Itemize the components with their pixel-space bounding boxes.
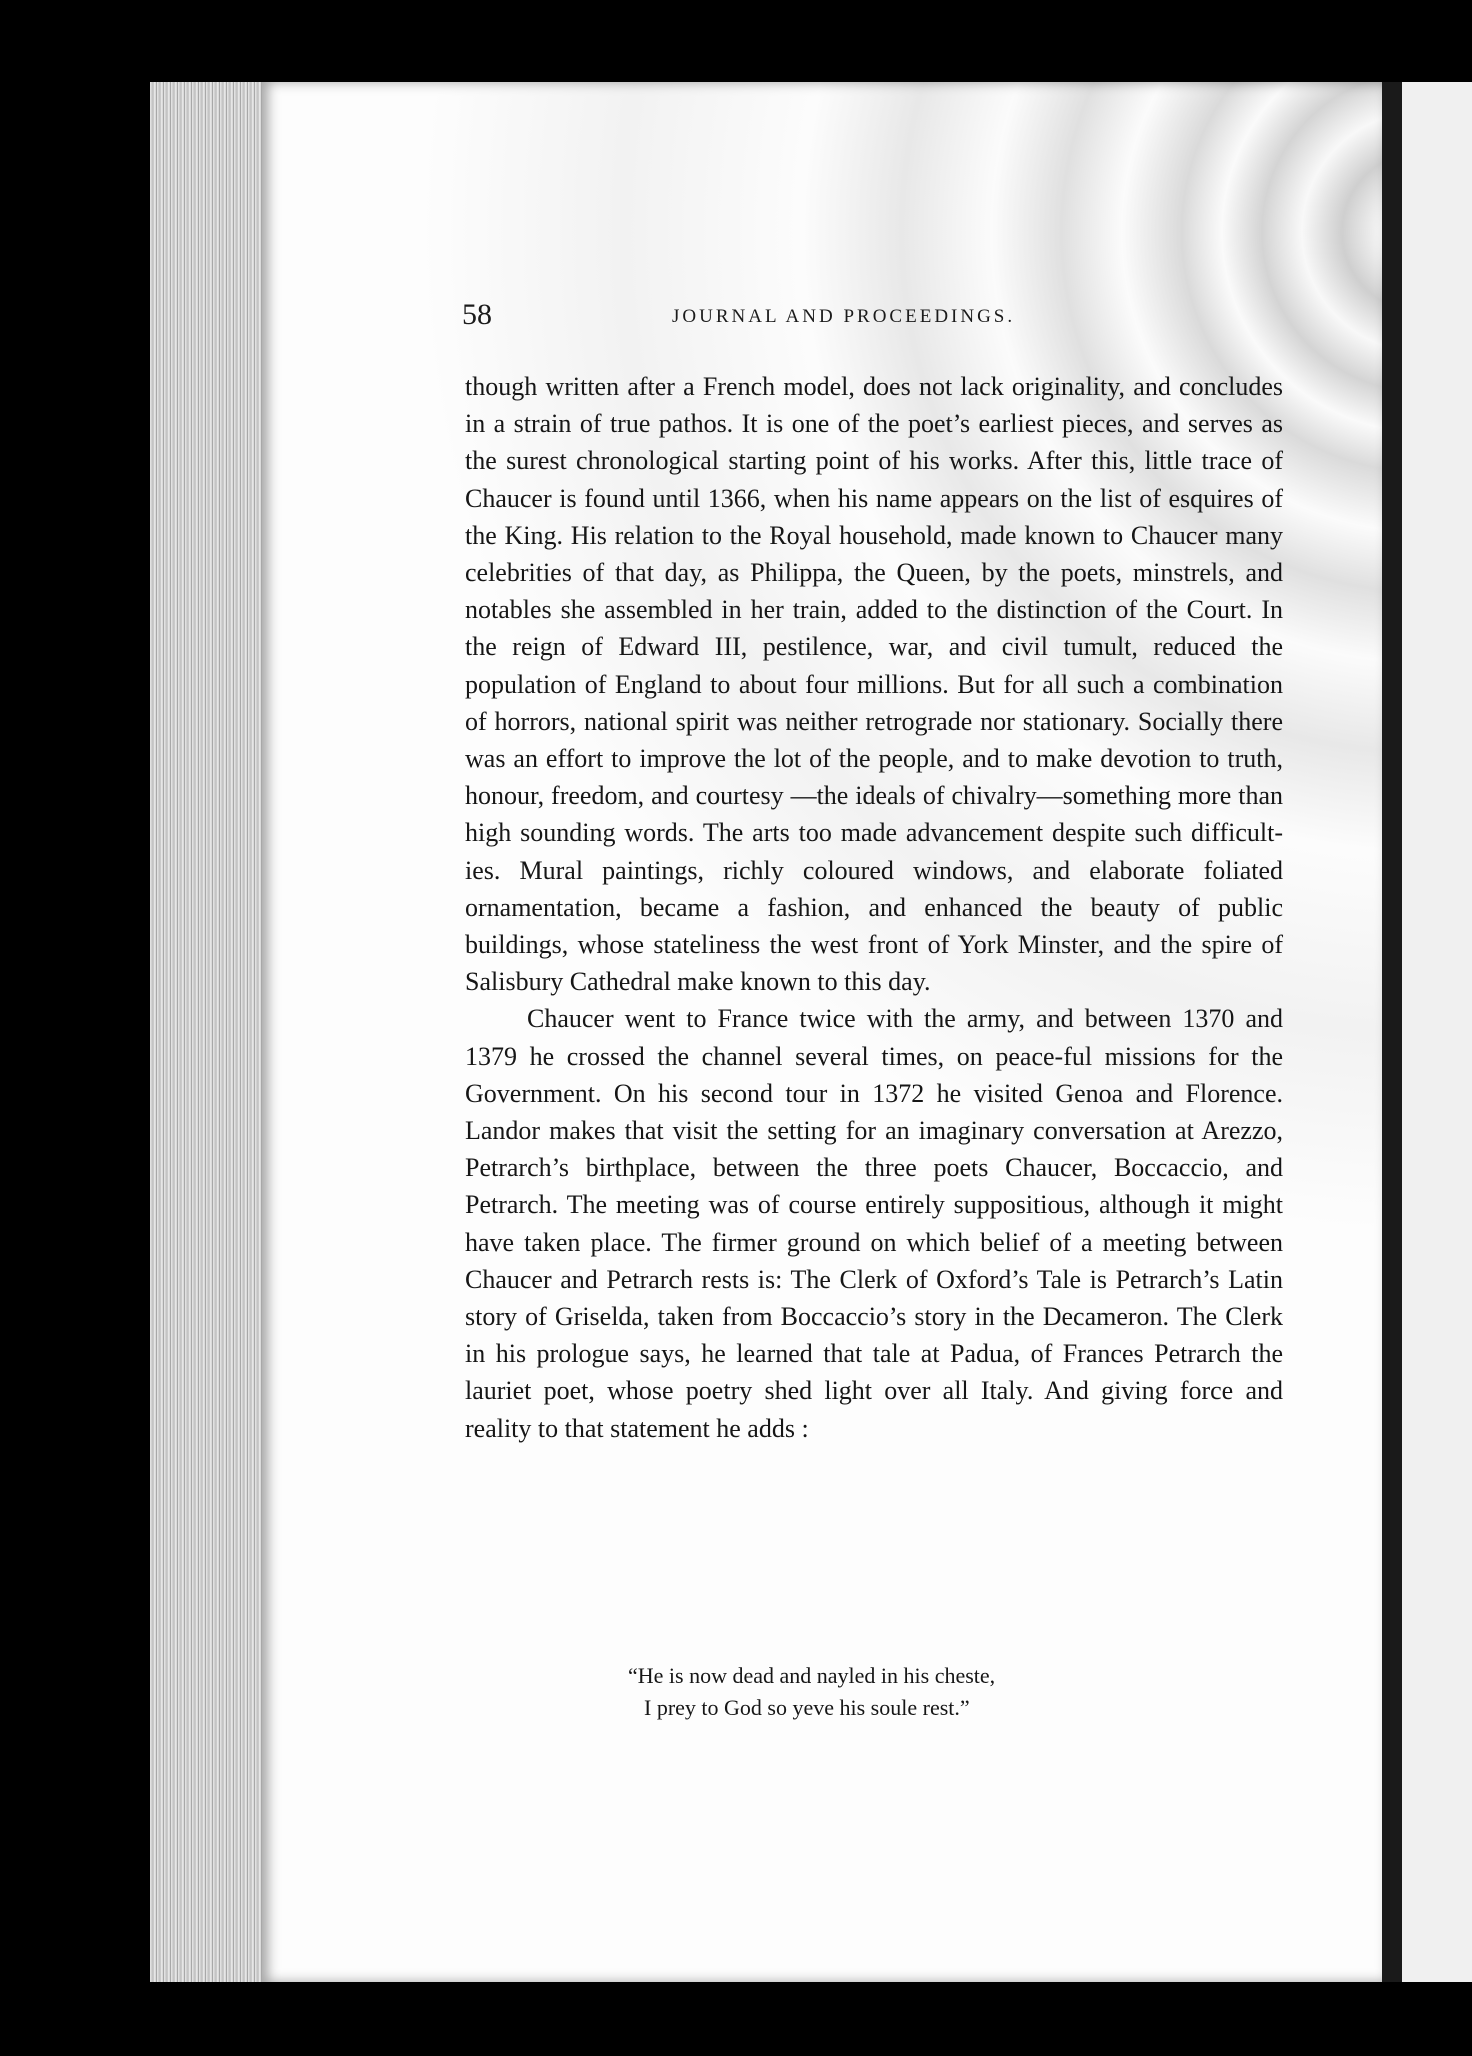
paragraph: though written after a French model, does not lack originality, and concludes in a strain of true pathos. It is one of the poet’s earliest pieces, and serves as the surest chronological starting point of his works. After this, little trace of Chaucer is found until 1366, when his name appears on the list of esquires of the King. His relation to the Royal household, made known to Chaucer many celebrities of that day, as Philippa, the Queen, by the poets, minstrels, and notables she assembled in her train, added to the distinction of the Court. In the reign of Edward III, pestilence, war, and civil tumult, reduced the population of England to about four millions. But for all such a combination of horrors, national spirit was neither retrograde nor stationary. Socially there was an effort to improve the lot of the people, and to make devotion to truth, honour, freedom, and courtesy —the ideals of chivalry—something more than high sounding words. The arts too made advancement despite such difficult-ies. Mural paintings, richly coloured windows, and elaborate foliated ornamentation, became a fashion, and enhanced the beauty of public buildings, whose stateliness the west front of York Minster, and the spire of Salisbury Cathedral make known to this day.: [465, 372, 1283, 997]
page-header: [462, 298, 1282, 338]
verse-quotation: [628, 1660, 995, 1724]
page-number: 58: [462, 298, 492, 331]
body-text: [465, 368, 1283, 1447]
quote-line: I prey to God so yeve his soule rest.”: [644, 1695, 970, 1720]
quote-line: “He is now dead and nayled in his cheste,: [628, 1663, 996, 1688]
facing-page-edge: [1402, 82, 1472, 1982]
running-head: JOURNAL AND PROCEEDINGS.: [672, 306, 1016, 327]
paragraph: Chaucer went to France twice with the army, and between 1370 and 1379 he crossed the channel several times, on peace-ful missions for the Government. On his second tour in 1372 he visited Genoa and Florence. Landor makes that visit the setting for an imaginary conversation at Arezzo, Petrarch’s birthplace, between the three poets Chaucer, Boccaccio, and Petrarch. The meeting was of course entirely suppositious, although it might have taken place. The firmer ground on which belief of a meeting between Chaucer and Petrarch rests is: The Clerk of Oxford’s Tale is Petrarch’s Latin story of Griselda, taken from Boccaccio’s story in the Decameron. The Clerk in his prologue says, he learned that tale at Padua, of Frances Petrarch the lauriet poet, whose poetry shed light over all Italy. And giving force and reality to that statement he adds :: [465, 1004, 1283, 1443]
page-stack-edge: [150, 82, 270, 1982]
binding-gutter: [1382, 82, 1402, 1982]
